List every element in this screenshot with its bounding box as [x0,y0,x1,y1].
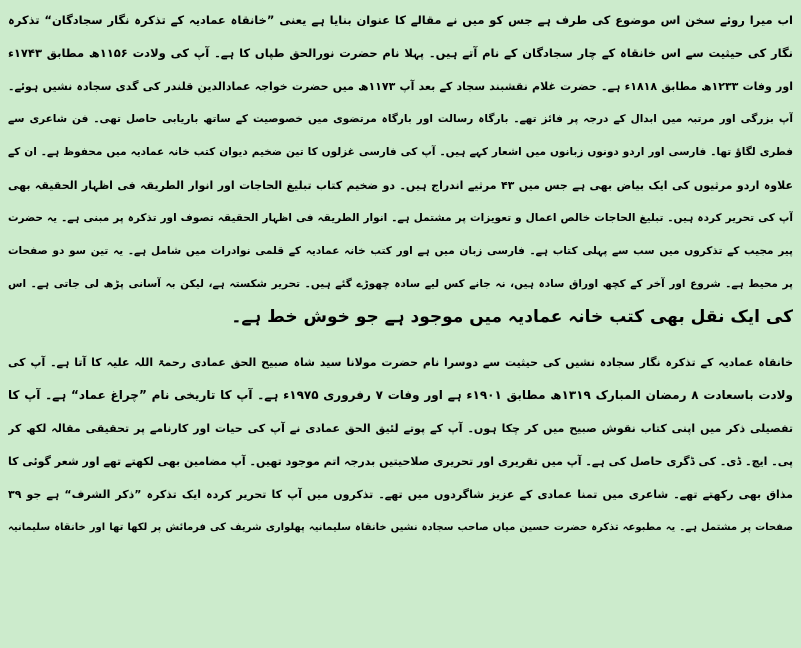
text-line: اب میرا روئے سخن اس موضوع کی طرف ہے جس کو میں نے مقالے کا عنوان بنایا ہے یعنی ”خانقاہ عمادیہ کے تذکرہ نگار سجادگان“ تذکرہ [8,13,793,27]
text-line: علاوہ اردو مرثیوں کی ایک بیاض بھی ہے جس میں ۴۳ مرثیے اندراج ہیں۔ دو ضخیم کتاب تبلیغ الحاجات اور انوار الطریقہ فی اظہار الحقیقہ بھی [8,179,793,192]
paragraph-1 [8,4,793,334]
text-line: نگار کی حیثیت سے اس خانقاہ کے چار سجادگان کے نام آتے ہیں۔ پہلا نام حضرت نورالحق طپاں کا ہے۔ آپ کی ولادت ۱۱۵۶ھ مطابق ۱۷۴۳ء [8,46,793,60]
text-line: پر محیط ہے۔ شروع اور آخر کے کچھ اوراق سادہ ہیں، نہ جانے کس لیے سادہ چھوڑے گئے ہیں۔ تحریر شکستہ ہے، لیکن بہ آسانی پڑھ لی جاتی ہے۔ اس [8,278,793,290]
text-line: تفصیلی ذکر میں اپنی کتاب نقوش صبیح میں کر چکا ہوں۔ آپ کے پوتے لئیق الحق عمادی نے آپ کی حیات اور کارنامے پر تحقیقی مقالہ لکھ کر [8,422,793,435]
text-line: مذاق بھی رکھتے تھے۔ شاعری میں تمنا عمادی کے عزیز شاگردوں میں تھے۔ تذکروں میں آپ کا تحریر کردہ ایک تذکرہ ”ذکر الشرف“ ہے جو ۳۹ [8,488,793,501]
text-line: فطری لگاؤ تھا۔ فارسی اور اردو دونوں زبانوں میں اشعار کہے ہیں۔ آپ کی فارسی غزلوں کا تین ضخیم دیوان کتب خانہ عمادیہ میں محفوظ ہے۔ ان کے [8,146,793,158]
text-line: خانقاہ عمادیہ کے تذکرہ نگار سجادہ نشیں کی حیثیت سے دوسرا نام حضرت مولانا سید شاہ صبیح الحق عمادی رحمۃ اللہ علیہ کا آتا ہے۔ آپ کی [8,356,793,369]
text-line: ولادت باسعادت ۸ رمضان المبارک ۱۳۱۹ھ مطابق ۱۹۰۱ء ہے اور وفات ۷ رفروری ۱۹۷۵ء ہے۔ آپ کا تاریخی نام ”چراغ عماد“ ہے۔ آپ کا [8,388,793,402]
text-line: کی ایک نقل بھی کتب خانہ عمادیہ میں موجود ہے جو خوش خط ہے۔ [231,307,793,327]
paragraph-2 [8,346,793,544]
text-line: آپ کی تحریر کردہ ہیں۔ تبلیغ الحاجات خالص اعمال و تعویزات پر مشتمل ہے۔ انوار الطریقہ فی اظہار الحقیقہ تصوف اور تذکرہ پر مبنی ہے۔ یہ حضرت [8,212,793,224]
text-line: پی۔ ایچ۔ ڈی۔ کی ڈگری حاصل کی ہے۔ آپ میں تقریری اور تحریری صلاحیتیں بدرجہ اتم موجود تھیں۔ آپ مضامین بھی لکھتے تھے اور شعر گوئی کا [8,455,793,468]
text-line: آپ بزرگی اور مرتبہ میں ابدال کے درجہ پر فائز تھے۔ بارگاہ رسالت اور بارگاہ مرتضوی میں خصوصیت کے ساتھ باریابی حاصل تھی۔ فن شاعری سے [8,113,793,125]
text-line: صفحات پر مشتمل ہے۔ یہ مطبوعہ تذکرہ حضرت حسین میاں صاحب سجادہ نشیں خانقاہ سلیمانیہ پھلواری شریف کی فرمائش پر لکھا تھا اور خانقاہ سلیمانیہ [8,522,793,533]
paragraph-gap [8,334,793,346]
text-line: پیر مجیب کے تذکروں میں سب سے پہلی کتاب ہے۔ فارسی زبان میں ہے اور کتب خانہ عمادیہ کے قلمی نوادرات میں شامل ہے۔ یہ تین سو دو صفحات [8,245,793,257]
text-line: اور وفات ۱۲۳۳ھ مطابق ۱۸۱۸ء ہے۔ حضرت غلام نقشبند سجاد کے بعد آپ ۱۱۷۳ھ میں حضرت خواجہ عمادالدین قلندر کی گدی سجادہ نشیں ہوئے۔ [8,80,793,93]
